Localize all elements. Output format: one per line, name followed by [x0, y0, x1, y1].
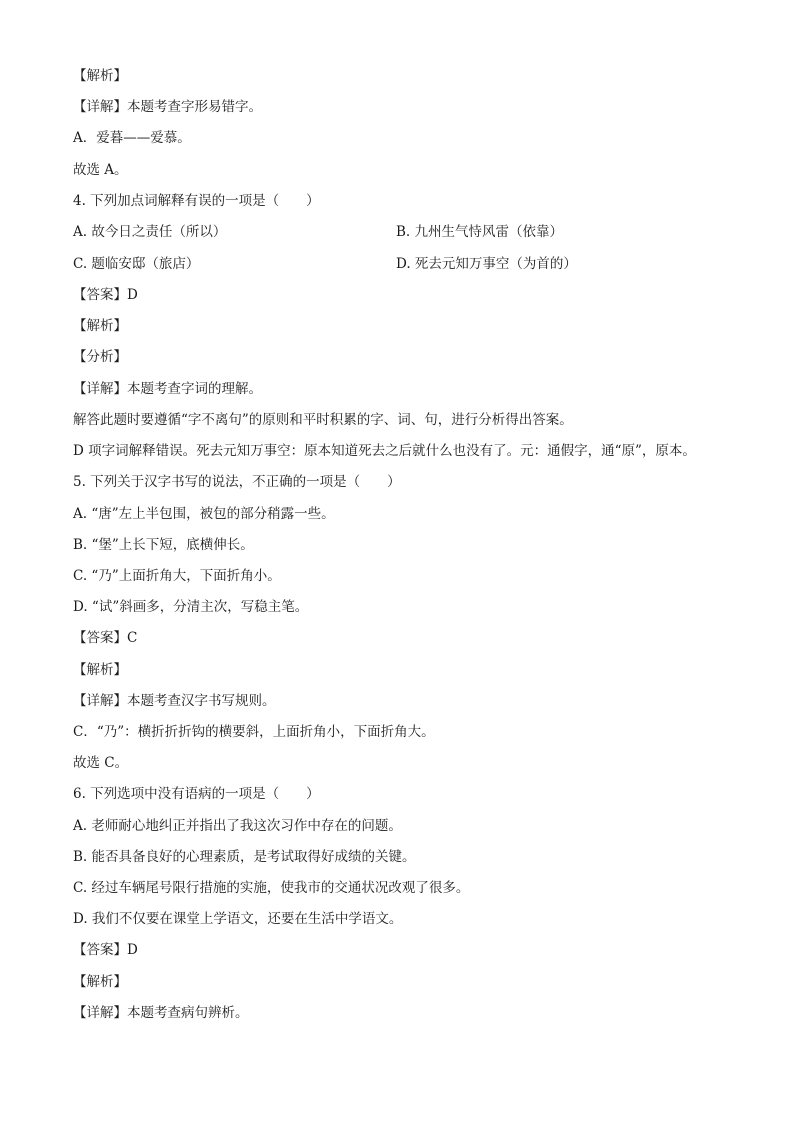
question-4-options-row-1	[73, 223, 723, 241]
detail-explanation: 【详解】本题考查字形易错字。	[73, 99, 262, 115]
question-6: 6. 下列选项中没有语病的一项是（ ）	[73, 786, 320, 802]
question-4-options-row-2	[73, 255, 723, 273]
answer-heading: 【答案】D	[73, 942, 138, 958]
answer-heading: 【答案】C	[73, 630, 138, 646]
answer-note: A．爱暮——爱慕。	[73, 130, 191, 146]
answer-heading: 【答案】D	[73, 287, 138, 303]
explanation-paragraph: D 项字词解释错误。死去元知万事空：原本知道死去之后就什么也没有了。元：通假字，通“原”，原本。	[73, 443, 696, 459]
analysis-heading: 【解析】	[73, 662, 127, 678]
analysis-subheading: 【分析】	[73, 349, 127, 365]
detail-explanation: 【详解】本题考查汉字书写规则。	[73, 693, 276, 709]
detail-explanation: 【详解】本题考查字词的理解。	[73, 381, 262, 397]
explanation-paragraph: C．“乃”：横折折折钩的横要斜，上面折角小，下面折角大。	[73, 724, 435, 740]
question-5-option-c: C. “乃”上面折角大，下面折角小。	[73, 568, 281, 584]
detail-explanation: 【详解】本题考查病句辨析。	[73, 1005, 249, 1021]
question-4-option-c: C. 题临安邸（旅店）	[73, 256, 200, 272]
question-6-option-c: C. 经过车辆尾号限行措施的实施，使我市的交通状况改观了很多。	[73, 880, 470, 896]
analysis-heading: 【解析】	[73, 318, 127, 334]
question-4-option-a: A. 故今日之责任（所以）	[73, 224, 227, 240]
question-5: 5. 下列关于汉字书写的说法，不正确的一项是（ ）	[73, 474, 401, 490]
analysis-heading: 【解析】	[73, 974, 127, 990]
choice-conclusion: 故选 C。	[73, 755, 129, 771]
question-5-option-b: B. “堡”上长下短，底横伸长。	[73, 537, 254, 553]
question-4-option-b: B. 九州生气恃风雷（依靠）	[396, 224, 564, 240]
choice-conclusion: 故选 A。	[73, 162, 128, 178]
question-6-option-b: B. 能否具备良好的心理素质，是考试取得好成绩的关键。	[73, 849, 416, 865]
question-5-option-a: A. “唐”左上半包围，被包的部分稍露一些。	[73, 506, 335, 522]
question-6-option-a: A. 老师耐心地纠正并指出了我这次习作中存在的问题。	[73, 818, 402, 834]
question-5-option-d: D. “试”斜画多，分清主次，写稳主笔。	[73, 599, 309, 615]
explanation-paragraph: 解答此题时要遵循“字不离句”的原则和平时积累的字、词、句，进行分析得出答案。	[73, 412, 573, 428]
question-4: 4. 下列加点词解释有误的一项是（ ）	[73, 193, 320, 209]
analysis-heading: 【解析】	[73, 68, 127, 84]
question-6-option-d: D. 我们不仅要在课堂上学语文，还要在生活中学语文。	[73, 911, 403, 927]
question-4-option-d: D. 死去元知万事空（为首的）	[396, 256, 577, 272]
